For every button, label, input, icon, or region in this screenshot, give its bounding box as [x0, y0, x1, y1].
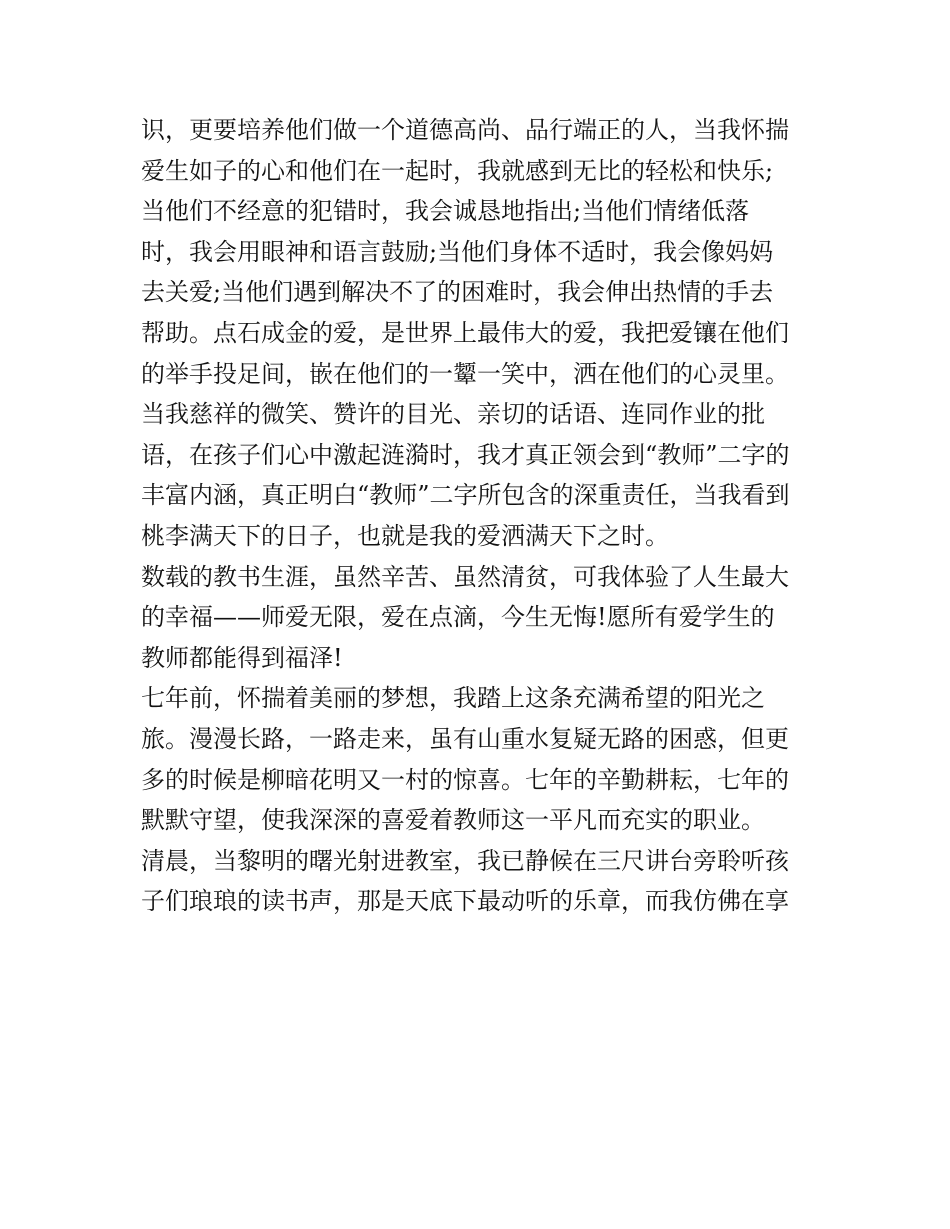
text-line: 帮助。点石成金的爱，是世界上最伟大的爱，我把爱镶在他们	[141, 318, 789, 347]
text-line: 去关爱;当他们遇到解决不了的困难时，我会伸出热情的手去	[141, 278, 774, 307]
text-line: 当我慈祥的微笑、赞许的目光、亲切的话语、连同作业的批	[141, 400, 765, 429]
text-line: 默默守望，使我深深的喜爱着教师这一平凡而充实的职业。	[141, 806, 765, 835]
text-line: 丰富内涵，真正明白“教师”二字所包含的深重责任，当我看到	[141, 481, 790, 510]
text-line: 的举手投足间，嵌在他们的一颦一笑中，洒在他们的心灵里。	[141, 359, 789, 388]
text-line: 桃李满天下的日子，也就是我的爱洒满天下之时。	[141, 521, 669, 550]
text-line: 旅。漫漫长路，一路走来，虽有山重水复疑无路的困惑，但更	[141, 724, 789, 753]
text-line: 语，在孩子们心中激起涟漪时，我才真正领会到“教师”二字的	[141, 440, 790, 469]
text-line: 数载的教书生涯，虽然辛苦、虽然清贫，可我体验了人生最大	[141, 562, 789, 591]
text-line: 清晨，当黎明的曙光射进教室，我已静候在三尺讲台旁聆听孩	[141, 846, 789, 875]
text-line: 爱生如子的心和他们在一起时，我就感到无比的轻松和快乐;	[141, 156, 774, 185]
text-line: 七年前，怀揣着美丽的梦想，我踏上这条充满希望的阳光之	[141, 684, 765, 713]
document-body	[141, 110, 831, 922]
text-line: 的幸福——师爱无限，爱在点滴，今生无悔!愿所有爱学生的	[141, 603, 775, 632]
text-line: 子们琅琅的读书声，那是天底下最动听的乐章，而我仿佛在享	[141, 887, 789, 916]
text-line: 教师都能得到福泽!	[141, 643, 343, 672]
text-line: 当他们不经意的犯错时，我会诚恳地指出;当他们情绪低落	[141, 197, 750, 226]
text-line: 识，更要培养他们做一个道德高尚、品行端正的人，当我怀揣	[141, 116, 789, 144]
text-line: 时，我会用眼神和语言鼓励;当他们身体不适时，我会像妈妈	[141, 237, 774, 266]
text-line: 多的时候是柳暗花明又一村的惊喜。七年的辛勤耕耘，七年的	[141, 765, 789, 794]
